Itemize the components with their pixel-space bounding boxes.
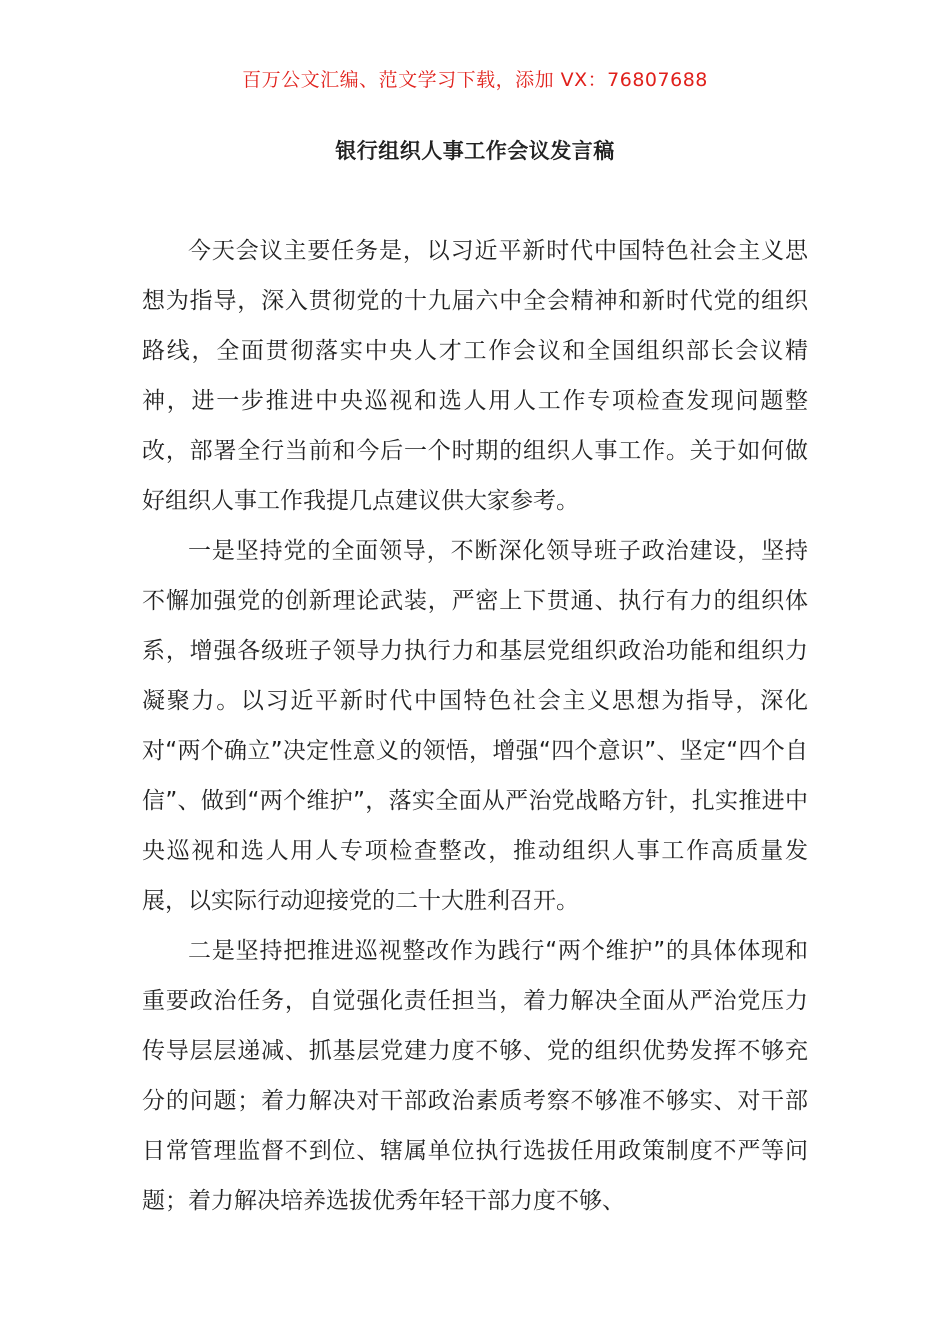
promo-banner: 百万公文汇编、范文学习下载，添加 VX：76807688 xyxy=(242,69,708,91)
paragraph-point-two: 二是坚持把推进巡视整改作为践行“两个维护”的具体体现和重要政治任务，自觉强化责任担当，着力解决全面从严治党压力传导层层递减、抓基层党建力度不够、党的组织优势发挥不够充分的问题；着力解决对干部政治素质考察不够准不够实、对干部日常管理监督不到位、辖属单位执行选拔任用政策制度不严等问题；着力解决培养选拔优秀年轻干部力度不够、 xyxy=(142,938,808,1214)
document-title: 银行组织人事工作会议发言稿 xyxy=(335,139,615,163)
paragraph-point-one: 一是坚持党的全面领导，不断深化领导班子政治建设，坚持不懈加强党的创新理论武装，严密上下贯通、执行有力的组织体系，增强各级班子领导力执行力和基层党组织政治功能和组织力凝聚力。以习近平新时代中国特色社会主义思想为指导，深化对“两个确立”决定性意义的领悟，增强“四个意识”、坚定“四个自信”、做到“两个维护”，落实全面从严治党战略方针，扎实推进中央巡视和选人用人专项检查整改，推动组织人事工作高质量发展，以实际行动迎接党的二十大胜利召开。 xyxy=(142,538,808,914)
document-body xyxy=(142,226,808,1226)
paragraph-intro: 今天会议主要任务是，以习近平新时代中国特色社会主义思想为指导，深入贯彻党的十九届六中全会精神和新时代党的组织路线，全面贯彻落实中央人才工作会议和全国组织部长会议精神，进一步推进中央巡视和选人用人工作专项检查发现问题整改，部署全行当前和今后一个时期的组织人事工作。关于如何做好组织人事工作我提几点建议供大家参考。 xyxy=(142,238,808,514)
